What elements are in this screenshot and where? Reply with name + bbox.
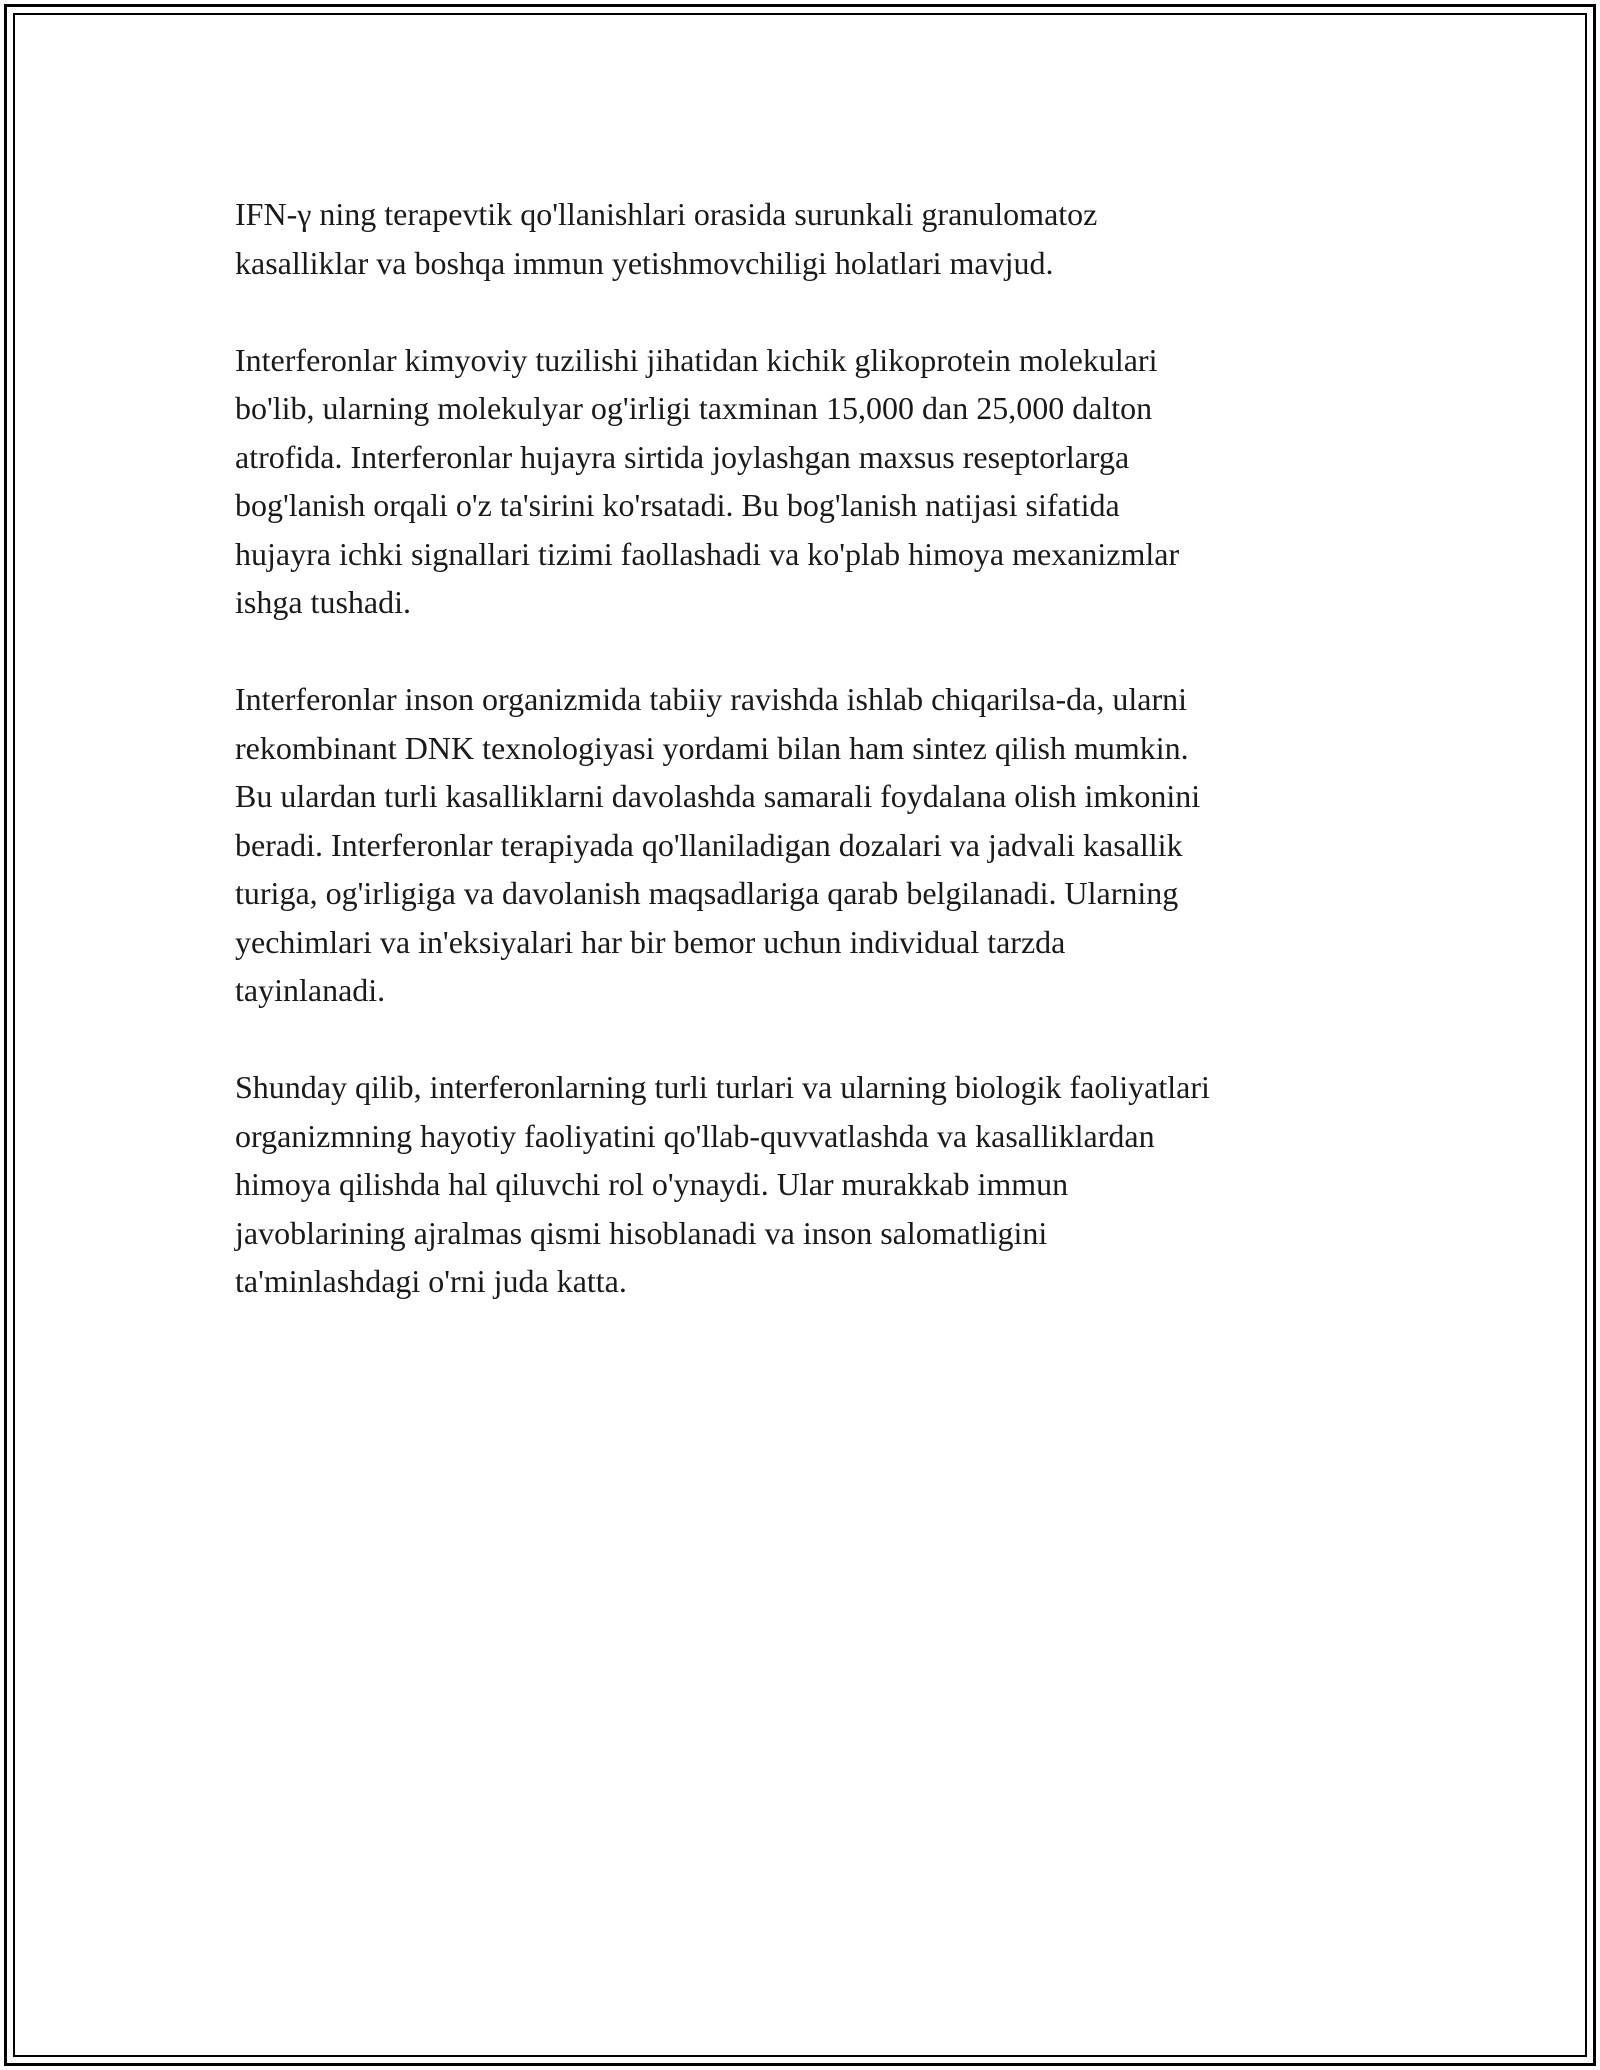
text-line: Interferonlar kimyoviy tuzilishi jihatidan kichik glikoprotein molekulari — [235, 341, 1158, 378]
text-line: ta'minlashdagi o'rni juda katta. — [235, 1263, 627, 1299]
text-line: tayinlanadi. — [235, 972, 386, 1008]
paragraph-1 — [235, 190, 1365, 287]
text-line: yechimlari va in'eksiyalari har bir bemor uchun individual tarzda — [235, 923, 1066, 960]
text-line: turiga, og'irligiga va davolanish maqsadlariga qarab belgilanadi. Ularning — [235, 875, 1179, 911]
text-line: himoya qilishda hal qiluvchi rol o'ynaydi. Ular murakkab immun — [235, 1166, 1069, 1202]
document-body — [235, 190, 1365, 1306]
text-line: rekombinant DNK texnologiyasi yordami bilan ham sintez qilish mumkin. — [235, 729, 1189, 766]
text-line: ishga tushadi. — [235, 584, 411, 620]
text-line: Bu ulardan turli kasalliklarni davolashda samarali foydalana olish imkonini — [235, 778, 1201, 814]
text-line: organizmning hayotiy faoliyatini qo'llab-quvvatlashda va kasalliklardan — [235, 1117, 1155, 1154]
text-line: bog'lanish orqali o'z ta'sirini ko'rsatadi. Bu bog'lanish natijasi sifatida — [235, 487, 1120, 523]
text-line: hujayra ichki signallari tizimi faollashadi va ko'plab himoya mexanizmlar — [235, 535, 1180, 572]
text-line: beradi. Interferonlar terapiyada qo'llaniladigan dozalari va jadvali kasallik — [235, 826, 1183, 863]
text-line: Interferonlar inson organizmida tabiiy ravishda ishlab chiqarilsa-da, ularni — [235, 681, 1187, 717]
paragraph-2 — [235, 336, 1365, 627]
text-line: Shunday qilib, interferonlarning turli turlari va ularning biologik faoliyatlari — [235, 1069, 1210, 1105]
text-line: javoblarining ajralmas qismi hisoblanadi va inson salomatligini — [235, 1214, 1048, 1251]
paragraph-3 — [235, 675, 1365, 1015]
text-line: atrofida. Interferonlar hujayra sirtida joylashgan maxsus reseptorlarga — [235, 438, 1130, 475]
paragraph-4 — [235, 1063, 1365, 1306]
text-line: IFN-γ ning terapevtik qo'llanishlari orasida surunkali granulomatoz — [235, 196, 1098, 232]
text-line: bo'lib, ularning molekulyar og'irligi taxminan 15,000 dan 25,000 dalton — [235, 390, 1153, 426]
text-line: kasalliklar va boshqa immun yetishmovchiligi holatlari mavjud. — [235, 244, 1054, 281]
